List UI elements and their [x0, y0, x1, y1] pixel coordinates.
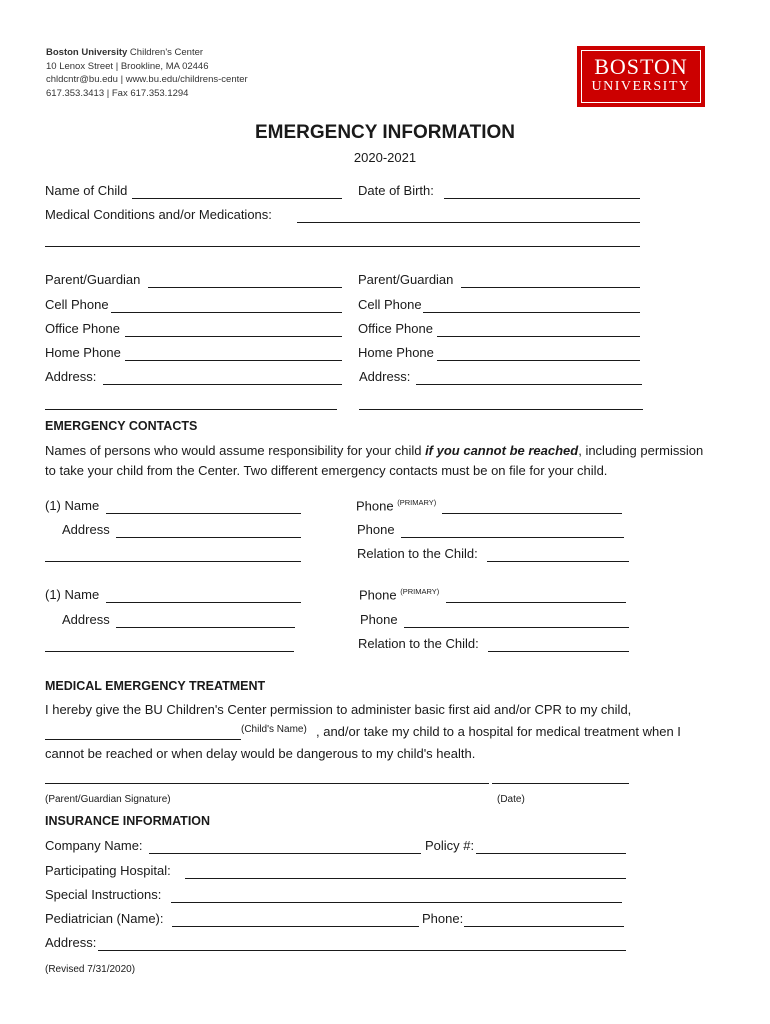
contact2-relation-field[interactable]: [488, 651, 629, 652]
contact1-phone-primary-field[interactable]: [442, 513, 622, 514]
hospital-field[interactable]: [185, 878, 626, 879]
signature-caption: (Parent/Guardian Signature): [45, 794, 171, 805]
contact1-address-field[interactable]: [116, 537, 301, 538]
page-title: EMERGENCY INFORMATION: [254, 122, 516, 143]
org-contact: chldcntr@bu.edu | www.bu.edu/childrens-center: [46, 74, 248, 85]
org-name: Boston University Children's Center: [46, 47, 204, 58]
boston-university-logo: BOSTON UNIVERSITY: [577, 46, 705, 107]
signature-date-field[interactable]: [492, 783, 629, 784]
guardian2-office-field[interactable]: [437, 336, 640, 337]
guardian2-office-label: Office Phone: [358, 321, 433, 336]
medical-consent-line3: cannot be reached or when delay would be dangerous to my child's health.: [45, 746, 476, 761]
child-name-consent-field[interactable]: [45, 739, 241, 740]
contact2-name-field[interactable]: [106, 602, 301, 603]
guardian1-field[interactable]: [148, 287, 342, 288]
org-address: 10 Lenox Street | Brookline, MA 02446: [46, 60, 209, 72]
guardian1-home-field[interactable]: [125, 360, 342, 361]
guardian2-field[interactable]: [461, 287, 640, 288]
medical-consent-line1: I hereby give the BU Children's Center permission to administer basic first aid and/or CPR to my child,: [45, 702, 632, 717]
emergency-desc-line1: Names of persons who would assume responsibility for your child if you cannot be reached, including permission: [45, 443, 704, 458]
contact1-relation-field[interactable]: [487, 561, 629, 562]
contact2-relation-label: Relation to the Child:: [358, 636, 479, 651]
contact2-phone-field[interactable]: [404, 627, 629, 628]
contact1-name-label: (1) Name: [45, 498, 100, 513]
guardian1-home-label: Home Phone: [45, 345, 121, 360]
guardian1-address-field-2[interactable]: [45, 409, 337, 410]
contact2-phone-primary-label: Phone $^{(PRIMARY)}$: [359, 587, 440, 603]
org-header: [46, 46, 248, 100]
company-name-label: Company Name:: [45, 838, 143, 853]
contact2-phone-label: Phone: [360, 612, 398, 627]
school-year: 2020-2021: [353, 150, 417, 165]
policy-label: Policy #:: [425, 838, 475, 853]
emergency-desc-line2: to take your child from the Center. Two different emergency contacts must be on file for your child.: [45, 463, 608, 478]
child-name-label: Name of Child: [45, 183, 128, 198]
guardian2-cell-label: Cell Phone: [358, 297, 422, 312]
pediatrician-address-label: Address:: [45, 935, 97, 950]
policy-field[interactable]: [476, 853, 626, 854]
insurance-heading: INSURANCE INFORMATION: [45, 814, 211, 828]
contact2-address-field-2[interactable]: [45, 651, 294, 652]
guardian1-cell-field[interactable]: [111, 312, 342, 313]
contact1-phone-field[interactable]: [401, 537, 624, 538]
medical-conditions-label: Medical Conditions and/or Medications:: [45, 207, 272, 222]
dob-label: Date of Birth:: [358, 183, 434, 198]
pediatrician-phone-label: Phone:: [422, 911, 464, 926]
pediatrician-label: Pediatrician (Name):: [45, 911, 164, 926]
guardian1-address-field[interactable]: [103, 384, 342, 385]
medical-treatment-heading: MEDICAL EMERGENCY TREATMENT: [45, 679, 266, 693]
medical-conditions-field[interactable]: [297, 222, 640, 223]
guardian2-address-field[interactable]: [416, 384, 642, 385]
guardian1-address-label: Address:: [45, 369, 97, 384]
contact2-address-label: Address: [62, 612, 110, 627]
contact2-phone-primary-field[interactable]: [446, 602, 626, 603]
guardian2-address-label: Address:: [359, 369, 411, 384]
contact1-phone-label: Phone: [357, 522, 395, 537]
guardian1-cell-label: Cell Phone: [45, 297, 109, 312]
guardian1-office-field[interactable]: [125, 336, 342, 337]
dob-field[interactable]: [444, 198, 640, 199]
org-phone: 617.353.3413 | Fax 617.353.1294: [46, 87, 189, 99]
emergency-contacts-heading: EMERGENCY CONTACTS: [45, 419, 198, 433]
childs-name-caption: (Child's Name): [241, 724, 307, 735]
guardian1-office-label: Office Phone: [45, 321, 120, 336]
pediatrician-field[interactable]: [172, 926, 419, 927]
contact1-address-field-2[interactable]: [45, 561, 301, 562]
revised-date: (Revised 7/31/2020): [45, 964, 136, 975]
guardian2-address-field-2[interactable]: [359, 409, 643, 410]
guardian2-home-label: Home Phone: [358, 345, 434, 360]
medical-conditions-field-2[interactable]: [45, 246, 640, 247]
guardian2-cell-field[interactable]: [423, 312, 640, 313]
contact2-name-label: (1) Name: [45, 587, 100, 602]
child-name-field[interactable]: [132, 198, 342, 199]
hospital-label: Participating Hospital:: [45, 863, 171, 878]
guardian2-home-field[interactable]: [437, 360, 640, 361]
contact2-address-field[interactable]: [116, 627, 295, 628]
contact1-name-field[interactable]: [106, 513, 301, 514]
contact1-relation-label: Relation to the Child:: [357, 546, 478, 561]
pediatrician-phone-field[interactable]: [464, 926, 624, 927]
medical-consent-line2: , and/or take my child to a hospital for medical treatment when I: [316, 724, 681, 739]
special-instructions-label: Special Instructions:: [45, 887, 162, 902]
contact1-address-label: Address: [62, 522, 110, 537]
contact1-phone-primary-label: Phone $^{(PRIMARY)}$: [356, 498, 437, 514]
date-caption: (Date): [497, 794, 525, 805]
guardian2-label: Parent/Guardian: [358, 272, 454, 287]
special-instructions-field[interactable]: [171, 902, 622, 903]
guardian-signature-field[interactable]: [45, 783, 489, 784]
pediatrician-address-field[interactable]: [98, 950, 626, 951]
company-name-field[interactable]: [149, 853, 421, 854]
guardian1-label: Parent/Guardian: [45, 272, 141, 287]
